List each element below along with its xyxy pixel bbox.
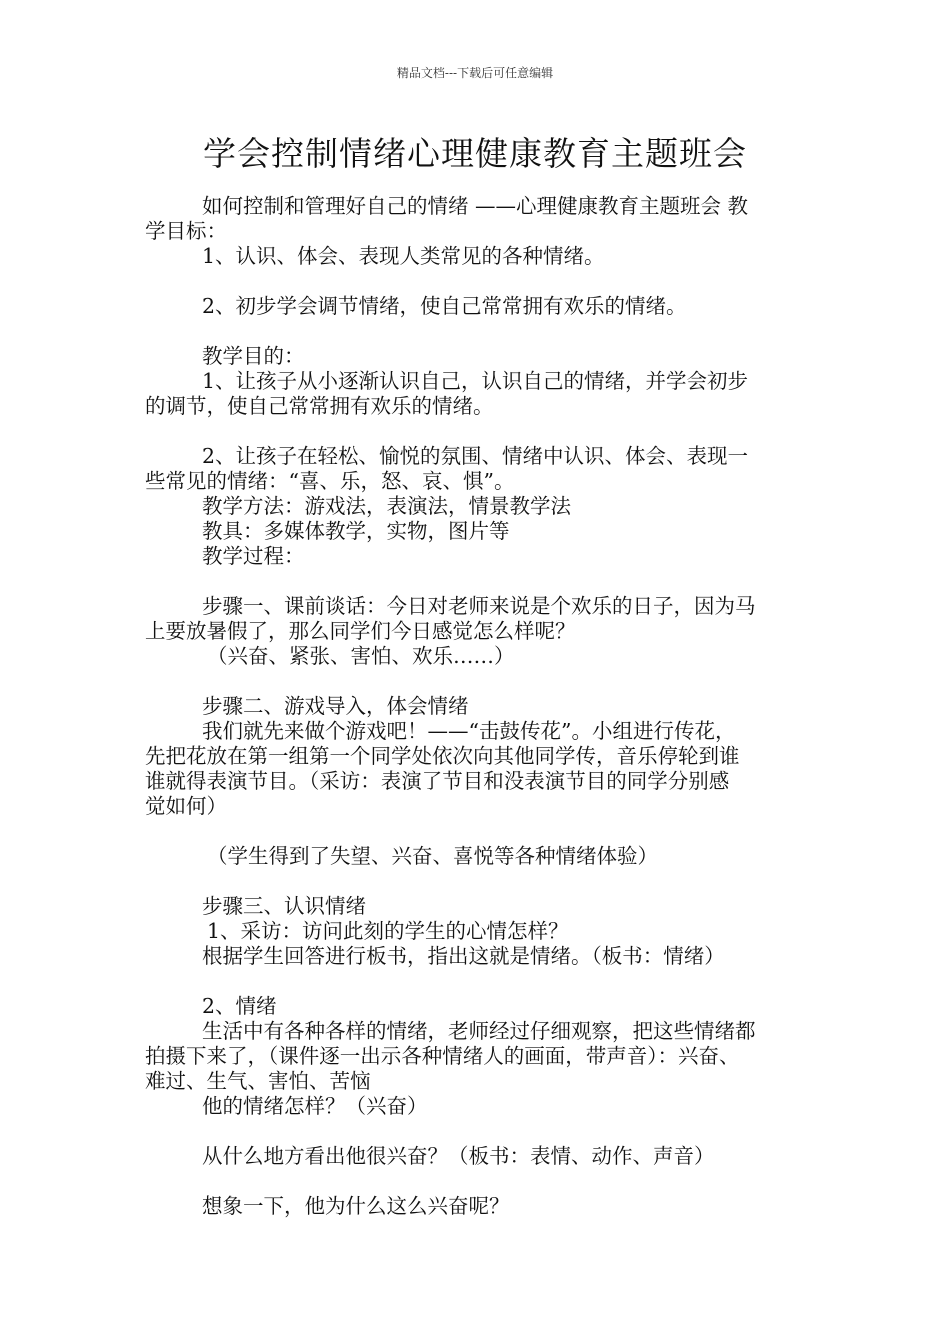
paragraph-line: 2、情绪 [202,994,277,1018]
paragraph-line: 从什么地方看出他很兴奋？（板书：表情、动作、声音） [202,1144,715,1168]
paragraph-line: 谁就得表演节目。（采访：表演了节目和没表演节目的同学分别感 [145,769,730,793]
paragraph-line: 2、让孩子在轻松、愉悦的氛围、情绪中认识、体会、表现一 [202,444,749,468]
paragraph-line: 教具：多媒体教学，实物，图片等 [202,519,510,543]
paragraph-line: 教学过程： [202,544,305,568]
paragraph-line: 步骤一、课前谈话：今日对老师来说是个欢乐的日子，因为马 [202,594,756,618]
paragraph-line: 教学方法：游戏法，表演法，情景教学法 [202,494,571,518]
paragraph-line: 步骤二、游戏导入，体会情绪 [202,694,469,718]
paragraph-line: 1、让孩子从小逐渐认识自己，认识自己的情绪，并学会初步 [202,369,749,393]
paragraph-line: 根据学生回答进行板书，指出这就是情绪。（板书：情绪） [202,944,725,968]
paragraph-line: 难过、生气、害怕、苦恼 [145,1069,371,1093]
paragraph-line: 学目标： [145,219,227,243]
paragraph-line: 他的情绪怎样？（兴奋） [202,1094,428,1118]
paragraph-line: 拍摄下来了，（课件逐一出示各种情绪人的画面，带声音）：兴奋、 [145,1044,740,1068]
paragraph-line: 步骤三、认识情绪 [202,894,366,918]
paragraph-line: 想象一下，他为什么这么兴奋呢？ [202,1194,510,1218]
paragraph-line: 1、认识、体会、表现人类常见的各种情绪。 [202,244,605,268]
paragraph-line: 生活中有各种各样的情绪，老师经过仔细观察，把这些情绪都 [202,1019,756,1043]
paragraph-line: 2、初步学会调节情绪，使自己常常拥有欢乐的情绪。 [202,294,687,318]
paragraph-line: 上要放暑假了，那么同学们今日感觉怎么样呢？ [145,619,576,643]
paragraph-line: 觉如何） [145,794,227,818]
document-title: 学会控制情绪心理健康教育主题班会 [203,134,747,173]
paragraph-line: 我们就先来做个游戏吧！——“击鼓传花”。小组进行传花， [202,719,736,743]
page-header: 精品文档---下载后可任意编辑 [396,66,554,80]
document-body [145,194,825,1219]
paragraph-line: 些常见的情绪：“喜、乐，怒、哀、惧”。 [145,469,515,493]
paragraph-line: 的调节，使自己常常拥有欢乐的情绪。 [145,394,494,418]
paragraph-line: 如何控制和管理好自己的情绪 ——心理健康教育主题班会 教 [202,194,749,218]
paragraph-line: 1、采访：访问此刻的学生的心情怎样？ [207,919,569,943]
paragraph-line: （兴奋、紧张、害怕、欢乐……） [207,644,515,668]
paragraph-line: 先把花放在第一组第一个同学处依次向其他同学传，音乐停轮到谁 [145,744,740,768]
paragraph-line: （学生得到了失望、兴奋、喜悦等各种情绪体验） [207,844,658,868]
paragraph-line: 教学目的： [202,344,305,368]
